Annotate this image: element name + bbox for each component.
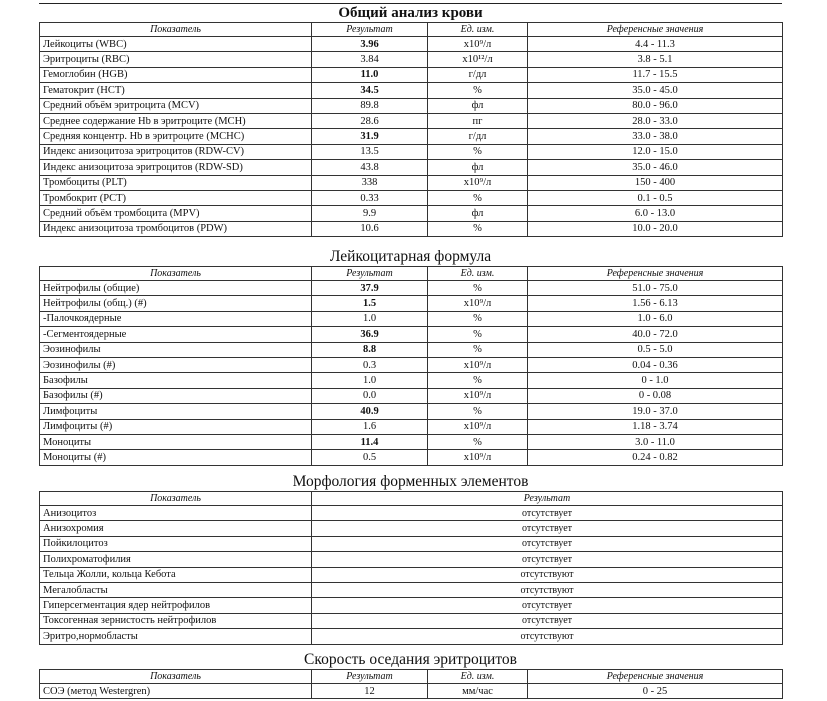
cell-param: Базофилы (#) <box>40 388 312 403</box>
cell-result: отсутствуют <box>312 629 783 644</box>
header-param: Показатель <box>40 492 312 506</box>
cell-unit: пг <box>428 113 528 128</box>
cell-result: 11.4 <box>312 434 428 449</box>
cell-unit: % <box>428 190 528 205</box>
cell-unit: фл <box>428 160 528 175</box>
cell-param: Токсогенная зернистость нейтрофилов <box>40 613 312 628</box>
cell-ref: 0 - 0.08 <box>528 388 783 403</box>
cell-param: Гематокрит (HCT) <box>40 83 312 98</box>
cell-param: Лейкоциты (WBC) <box>40 37 312 52</box>
cell-result: отсутствует <box>312 521 783 536</box>
table-row <box>40 567 783 582</box>
morph-rows <box>40 506 783 645</box>
cell-result: 338 <box>312 175 428 190</box>
table-row <box>40 684 783 699</box>
cell-ref: 28.0 - 33.0 <box>528 113 783 128</box>
table-row <box>40 598 783 613</box>
cell-unit: % <box>428 144 528 159</box>
cell-result: 34.5 <box>312 83 428 98</box>
cell-result: 40.9 <box>312 404 428 419</box>
table-row <box>40 296 783 311</box>
leuko-rows <box>40 281 783 466</box>
cell-param: Полихроматофилия <box>40 552 312 567</box>
cell-result: 3.96 <box>312 37 428 52</box>
cell-param: -Сегментоядерные <box>40 327 312 342</box>
table-row <box>40 629 783 644</box>
cbc-section <box>39 4 782 237</box>
header-param: Показатель <box>40 670 312 684</box>
cell-result: 0.33 <box>312 190 428 205</box>
cell-ref: 12.0 - 15.0 <box>528 144 783 159</box>
table-row <box>40 190 783 205</box>
header-result: Результат <box>312 267 428 281</box>
cell-unit: x10⁹/л <box>428 37 528 52</box>
table-row <box>40 388 783 403</box>
header-unit: Ед. изм. <box>428 23 528 37</box>
cell-ref: 80.0 - 96.0 <box>528 98 783 113</box>
cell-param: Анизоцитоз <box>40 506 312 521</box>
cell-param: Эозинофилы (#) <box>40 357 312 372</box>
cell-result: отсутствуют <box>312 582 783 597</box>
cell-unit: % <box>428 404 528 419</box>
cell-result: 0.3 <box>312 357 428 372</box>
table-row <box>40 221 783 236</box>
cell-param: Нейтрофилы (общие) <box>40 281 312 296</box>
cell-unit: % <box>428 311 528 326</box>
cell-ref: 35.0 - 46.0 <box>528 160 783 175</box>
cell-param: Тромбокрит (PCT) <box>40 190 312 205</box>
cell-result: 9.9 <box>312 206 428 221</box>
esr-table <box>39 669 783 699</box>
cell-param: Индекс анизоцитоза тромбоцитов (PDW) <box>40 221 312 236</box>
morph-title: Морфология форменных элементов <box>292 473 529 490</box>
table-row <box>40 521 783 536</box>
cell-unit: г/дл <box>428 67 528 82</box>
table-row <box>40 281 783 296</box>
esr-section <box>39 651 782 699</box>
cell-ref: 33.0 - 38.0 <box>528 129 783 144</box>
cell-result: отсутствуют <box>312 567 783 582</box>
cell-ref: 4.4 - 11.3 <box>528 37 783 52</box>
cell-unit: % <box>428 373 528 388</box>
table-row <box>40 160 783 175</box>
cell-param: Эозинофилы <box>40 342 312 357</box>
cell-ref: 0 - 25 <box>528 684 783 699</box>
cell-result: 8.8 <box>312 342 428 357</box>
cell-unit: % <box>428 434 528 449</box>
table-row <box>40 52 783 67</box>
cell-result: 1.6 <box>312 419 428 434</box>
table-row <box>40 206 783 221</box>
cell-result: 0.5 <box>312 450 428 465</box>
cell-ref: 6.0 - 13.0 <box>528 206 783 221</box>
esr-title: Скорость оседания эритроцитов <box>304 651 517 668</box>
cell-ref: 3.8 - 5.1 <box>528 52 783 67</box>
cell-result: отсутствует <box>312 552 783 567</box>
cell-result: 31.9 <box>312 129 428 144</box>
cell-result: 36.9 <box>312 327 428 342</box>
table-row <box>40 404 783 419</box>
cell-param: Средняя концентр. Hb в эритроците (MCHC) <box>40 129 312 144</box>
cell-param: Моноциты <box>40 434 312 449</box>
cell-unit: фл <box>428 98 528 113</box>
leuko-header-row <box>40 267 783 281</box>
header-param: Показатель <box>40 267 312 281</box>
cell-ref: 19.0 - 37.0 <box>528 404 783 419</box>
cell-unit: x10⁹/л <box>428 357 528 372</box>
cell-ref: 51.0 - 75.0 <box>528 281 783 296</box>
table-row <box>40 582 783 597</box>
cell-param: Тельца Жолли, кольца Кебота <box>40 567 312 582</box>
cell-unit: x10¹²/л <box>428 52 528 67</box>
leuko-section <box>39 248 782 466</box>
cell-ref: 1.56 - 6.13 <box>528 296 783 311</box>
cell-ref: 150 - 400 <box>528 175 783 190</box>
cell-ref: 0 - 1.0 <box>528 373 783 388</box>
cell-result: 37.9 <box>312 281 428 296</box>
cell-param: СОЭ (метод Westergren) <box>40 684 312 699</box>
header-result: Результат <box>312 670 428 684</box>
cell-unit: x10⁹/л <box>428 419 528 434</box>
cell-result: 12 <box>312 684 428 699</box>
cell-param: Лимфоциты <box>40 404 312 419</box>
cell-result: 89.8 <box>312 98 428 113</box>
cell-unit: г/дл <box>428 129 528 144</box>
table-row <box>40 175 783 190</box>
header-unit: Ед. изм. <box>428 670 528 684</box>
cell-param: Гемоглобин (HGB) <box>40 67 312 82</box>
cell-param: Тромбоциты (PLT) <box>40 175 312 190</box>
cell-unit: % <box>428 342 528 357</box>
header-param: Показатель <box>40 23 312 37</box>
cell-ref: 35.0 - 45.0 <box>528 83 783 98</box>
leuko-table <box>39 266 783 466</box>
table-row <box>40 450 783 465</box>
header-ref: Референсные значения <box>528 23 783 37</box>
cell-result: 1.5 <box>312 296 428 311</box>
table-row <box>40 613 783 628</box>
cell-param: Лимфоциты (#) <box>40 419 312 434</box>
header-ref: Референсные значения <box>528 267 783 281</box>
cell-unit: x10⁹/л <box>428 296 528 311</box>
cell-ref: 0.04 - 0.36 <box>528 357 783 372</box>
table-row <box>40 37 783 52</box>
table-row <box>40 552 783 567</box>
cell-unit: фл <box>428 206 528 221</box>
morph-table <box>39 491 783 645</box>
table-row <box>40 327 783 342</box>
table-row <box>40 311 783 326</box>
header-result: Результат <box>312 23 428 37</box>
table-row <box>40 342 783 357</box>
cell-param: Индекс анизоцитоза эритроцитов (RDW-SD) <box>40 160 312 175</box>
leuko-title: Лейкоцитарная формула <box>329 248 492 265</box>
cell-ref: 3.0 - 11.0 <box>528 434 783 449</box>
cbc-header-row <box>40 23 783 37</box>
table-row <box>40 129 783 144</box>
cell-ref: 10.0 - 20.0 <box>528 221 783 236</box>
cell-result: 43.8 <box>312 160 428 175</box>
table-row <box>40 373 783 388</box>
cell-result: 3.84 <box>312 52 428 67</box>
table-row <box>40 83 783 98</box>
cell-unit: мм/час <box>428 684 528 699</box>
cell-result: 1.0 <box>312 373 428 388</box>
morph-header-row <box>40 492 783 506</box>
morph-section <box>39 473 782 645</box>
cell-result: 10.6 <box>312 221 428 236</box>
header-ref: Референсные значения <box>528 670 783 684</box>
cell-param: Нейтрофилы (общ.) (#) <box>40 296 312 311</box>
cell-param: -Палочкоядерные <box>40 311 312 326</box>
cell-param: Мегалобласты <box>40 582 312 597</box>
table-row <box>40 506 783 521</box>
table-row <box>40 144 783 159</box>
cell-param: Средний объём эритроцита (MCV) <box>40 98 312 113</box>
cell-result: отсутствует <box>312 506 783 521</box>
cell-param: Среднее содержание Hb в эритроците (MCH) <box>40 113 312 128</box>
cell-param: Средний объём тромбоцита (MPV) <box>40 206 312 221</box>
table-row <box>40 419 783 434</box>
cell-result: 0.0 <box>312 388 428 403</box>
cell-unit: % <box>428 281 528 296</box>
cell-ref: 1.0 - 6.0 <box>528 311 783 326</box>
cell-ref: 0.24 - 0.82 <box>528 450 783 465</box>
cell-result: 13.5 <box>312 144 428 159</box>
cell-unit: x10⁹/л <box>428 388 528 403</box>
cell-result: отсутствует <box>312 536 783 551</box>
cell-unit: % <box>428 327 528 342</box>
cbc-table <box>39 22 783 237</box>
cell-ref: 11.7 - 15.5 <box>528 67 783 82</box>
cell-param: Анизохромия <box>40 521 312 536</box>
cell-ref: 40.0 - 72.0 <box>528 327 783 342</box>
table-row <box>40 67 783 82</box>
cell-param: Индекс анизоцитоза эритроцитов (RDW-CV) <box>40 144 312 159</box>
cell-param: Пойкилоцитоз <box>40 536 312 551</box>
cell-ref: 0.5 - 5.0 <box>528 342 783 357</box>
table-row <box>40 357 783 372</box>
cell-ref: 0.1 - 0.5 <box>528 190 783 205</box>
cell-param: Эритроциты (RBC) <box>40 52 312 67</box>
cell-result: отсутствует <box>312 613 783 628</box>
cell-ref: 1.18 - 3.74 <box>528 419 783 434</box>
cbc-rows <box>40 37 783 237</box>
cell-unit: x10⁹/л <box>428 450 528 465</box>
cell-unit: % <box>428 83 528 98</box>
cell-unit: % <box>428 221 528 236</box>
table-row <box>40 434 783 449</box>
cell-result: отсутствует <box>312 598 783 613</box>
cell-param: Гиперсегментация ядер нейтрофилов <box>40 598 312 613</box>
header-result: Результат <box>312 492 783 506</box>
cell-param: Моноциты (#) <box>40 450 312 465</box>
esr-rows <box>40 684 783 699</box>
esr-header-row <box>40 670 783 684</box>
cell-result: 1.0 <box>312 311 428 326</box>
table-row <box>40 113 783 128</box>
cell-param: Эритро,нормобласты <box>40 629 312 644</box>
cbc-title: Общий анализ крови <box>338 5 483 21</box>
cell-param: Базофилы <box>40 373 312 388</box>
header-unit: Ед. изм. <box>428 267 528 281</box>
cell-result: 28.6 <box>312 113 428 128</box>
cell-unit: x10⁹/л <box>428 175 528 190</box>
table-row <box>40 536 783 551</box>
table-row <box>40 98 783 113</box>
cell-result: 11.0 <box>312 67 428 82</box>
